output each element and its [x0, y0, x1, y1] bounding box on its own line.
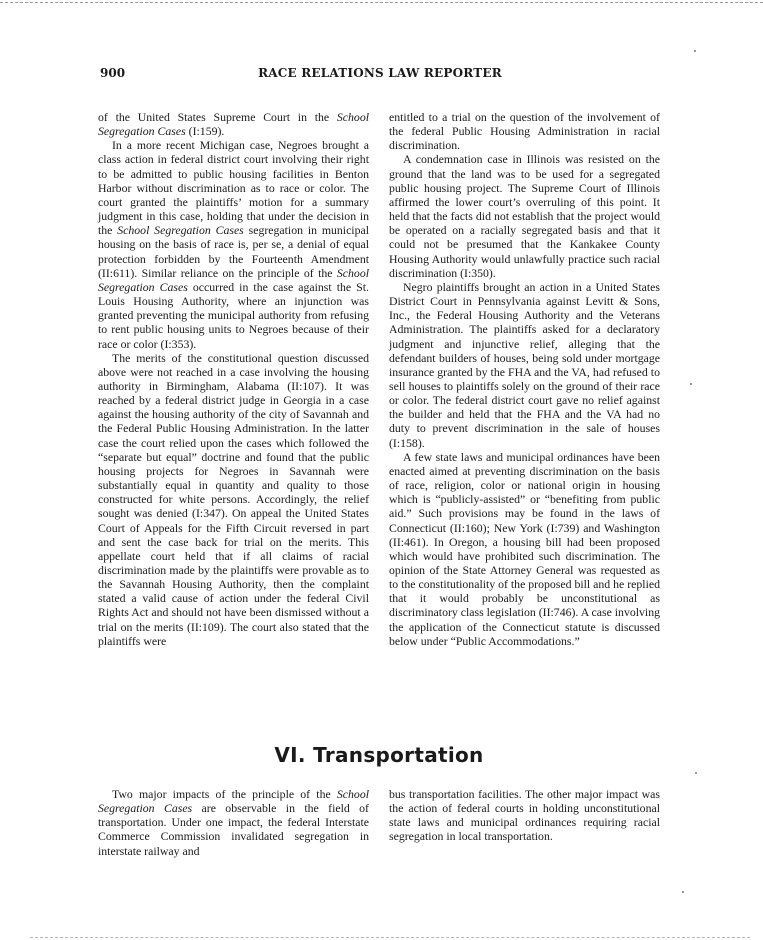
section-heading: VI. Transportation — [274, 743, 484, 767]
paragraph: of the United States Supreme Court in the School Segregation Cases (I:159). — [98, 110, 369, 139]
paragraph: entitled to a trial on the question of the involvement of the federal Public Housing Administration in racial discrimination. — [389, 110, 660, 153]
left-column — [98, 110, 369, 648]
scan-speck — [694, 50, 696, 52]
paragraph: A condemnation case in Illinois was resisted on the ground that the land was to be used for a segregated public housing project. The Supreme Court of Illinois affirmed the lower court’s overruling of this point. It held that the facts did not establish that the project would be operated on a racially segregated basis and that it could not be presumed that the Kankakee County Housing Authority would unlawfully practice such racial discrimination (I:350). — [389, 152, 660, 280]
case-name: School Segregation Cases — [98, 265, 369, 294]
transport-left-column — [98, 787, 369, 858]
paragraph: Two major impacts of the principle of the School Segregation Cases are observable in the field of transportation. Under one impact, the federal Interstate Commerce Commission invalidated segregation in interstate railway and — [98, 787, 369, 858]
transport-right-column — [389, 787, 660, 844]
paragraph: In a more recent Michigan case, Negroes brought a class action in federal district court involving their right to be admitted to public housing facilities in Benton Harbor without discrimination as to race or color. The court granted the plaintiffs’ motion for a summary judgment in this case, holding that under the decision in the School Segregation Cases segregation in municipal housing on the basis of race is, per se, a denial of equal protection forbidden by the Fourteenth Amendment (II:611). Similar reliance on the principle of the School Segregation Cases occurred in the case against the St. Louis Housing Authority, where an injunction was granted preventing the municipal authority from refusing to rent public housing units to Negroes because of their race or color (I:353). — [98, 138, 369, 351]
case-name: School Segregation Cases — [98, 110, 369, 139]
case-name: School Segregation Cases — [117, 223, 244, 238]
page-header — [100, 66, 660, 82]
scan-speck — [682, 891, 684, 893]
paragraph: The merits of the constitutional question discussed above were not reached in a case involving the housing authority in Birmingham, Alabama (II:107). It was reached by a federal district judge in Georgia in a case against the housing authority of the city of Savannah and the Federal Public Housing Administration. In the latter case the court relied upon the cases which followed the “separate but equal” doctrine and found that the public housing projects for Negroes in Savannah were substantially equal in quantity and quality to those constructed for white persons. Accordingly, the relief sought was denied (I:347). On appeal the United States Court of Appeals for the Fifth Circuit reversed in part and sent the case back for trial on the merits. This appellate court held that if all claims of racial discrimination made by the plaintiffs were provable as to the Savannah Housing Authority, then the complaint stated a valid cause of action under the federal Civil Rights Act and should not have been dismissed without a trial on the merits (II:109). The court also stated that the plaintiffs were — [98, 350, 369, 648]
paragraph: Negro plaintiffs brought an action in a United States District Court in Pennsylvania against Levitt & Sons, Inc., the Federal Housing Authority and the Veterans Administration. The plaintiffs asked for a declaratory judgment and injunctive relief, alleging that the defendant builders of houses, being sold under mortgage insurance granted by the FHA and the VA, had refused to sell houses to plaintiffs solely on the ground of their race or color. The federal district court gave no relief against the builder and held that the FHA and the VA had no duty to prevent discrimination in the sale of houses (I:158). — [389, 279, 660, 450]
scan-speck — [690, 383, 692, 385]
paragraph: bus transportation facilities. The other major impact was the action of federal courts in holding unconstitutional state laws and municipal ordinances requiring racial segregation in local transportation. — [389, 787, 660, 844]
case-name: School Segregation Cases — [98, 787, 369, 816]
page-number: 900 — [100, 66, 126, 80]
running-title: RACE RELATIONS LAW REPORTER — [258, 66, 502, 80]
top-border — [0, 2, 763, 3]
right-column — [389, 110, 660, 648]
bottom-border — [30, 937, 750, 938]
scan-speck — [695, 772, 697, 774]
paragraph: A few state laws and municipal ordinances have been enacted aimed at preventing discrimination on the basis of race, religion, color or national origin in housing which is “publicly-assisted” or “benefiting from public aid.” Such provisions may be found in the laws of Connecticut (II:160); New York (I:739) and Washington (II:461). In Oregon, a housing bill had been proposed which would have prohibited such discrimination. The opinion of the State Attorney General was requested as to the constitutionality of the proposed bill and he replied that it would probably be unconstitutional as discriminatory class legislation (II:746). A case involving the application of the Connecticut statute is discussed below under “Public Accommodations.” — [389, 449, 660, 648]
